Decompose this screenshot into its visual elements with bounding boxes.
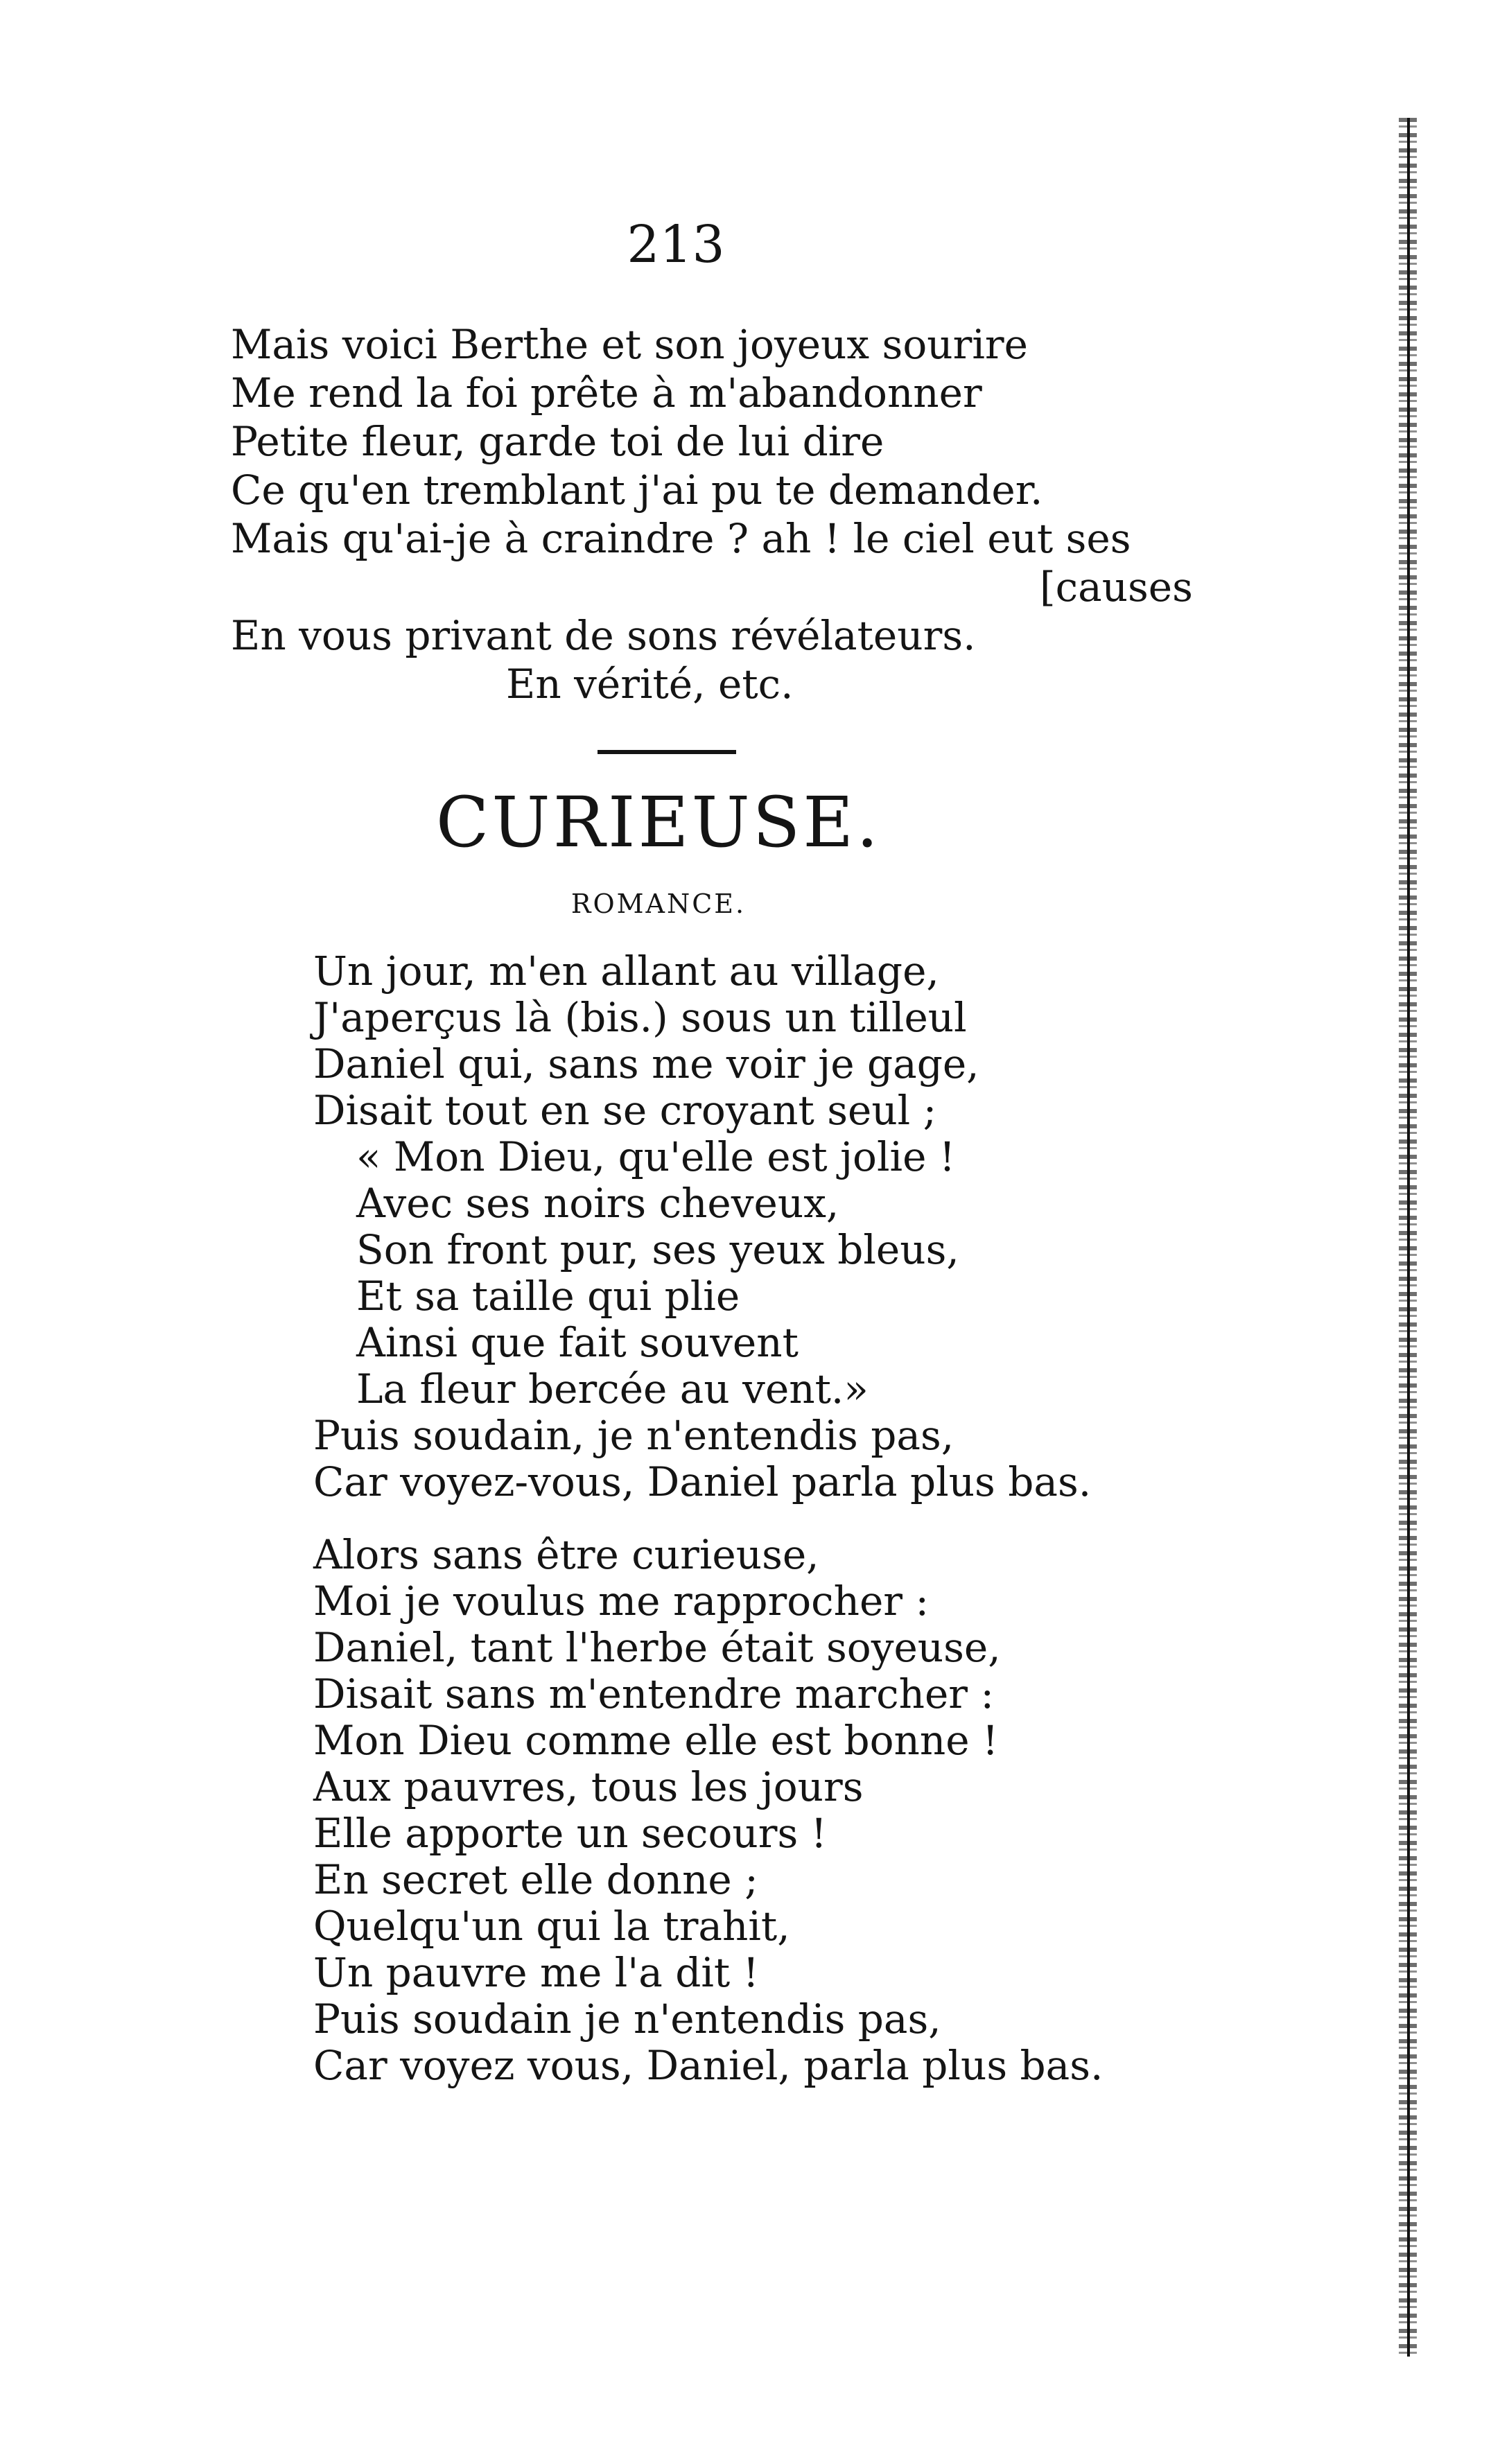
song-title: CURIEUSE. [435,782,882,863]
verse-line: La fleur bercée au vent.» [356,1365,869,1413]
verse-line: Petite fleur, garde toi de lui dire [231,418,884,465]
verse-line-wrap: [causes [1040,563,1193,611]
refrain-reference: En vérité, etc. [506,661,794,708]
verse-line: Mais voici Berthe et son joyeux sourire [231,321,1028,368]
verse-line: Mais qu'ai-je à craindre ? ah ! le ciel eut ses [231,515,1131,562]
verse-line: Un pauvre me l'a dit ! [313,1949,759,1996]
verse-line: J'aperçus là (bis.) sous un tilleul [313,994,967,1041]
verse-line: Elle apporte un secours ! [313,1810,827,1857]
verse-line: Quelqu'un qui la trahit, [313,1903,790,1950]
verse-line: Avec ses noirs cheveux, [356,1180,839,1227]
verse-line: « Mon Dieu, qu'elle est jolie ! [356,1133,956,1180]
verse-line: Puis soudain je n'entendis pas, [313,1995,941,2043]
verse-line: Car voyez vous, Daniel, parla plus bas. [313,2042,1104,2089]
page-number: 213 [627,215,725,274]
verse-line: Un jour, m'en allant au village, [313,947,939,995]
verse-line: Mon Dieu comme elle est bonne ! [313,1717,999,1764]
song-subtitle: ROMANCE. [570,889,747,919]
verse-two [313,1532,1103,2089]
verse-line: Disait tout en se croyant seul ; [313,1087,937,1134]
verse-line: Moi je voulus me rapprocher : [313,1578,930,1625]
verse-line: Ce qu'en tremblant j'ai pu te demander. [231,466,1043,514]
book-spine-line [1407,118,1410,2357]
verse-line: Disait sans m'entendre marcher : [313,1670,994,1718]
verse-line: Daniel, tant l'herbe était soyeuse, [313,1624,1001,1671]
verse-line: Alors sans être curieuse, [313,1531,819,1578]
verse-one [313,948,1091,1505]
verse-line: Me rend la foi prête à m'abandonner [231,369,982,417]
verse-line: Aux pauvres, tous les jours [313,1763,864,1810]
verse-line: En secret elle donne ; [313,1856,758,1903]
verse-line: Ainsi que fait souvent [356,1319,799,1366]
verse-line: Puis soudain, je n'entendis pas, [313,1412,954,1459]
previous-song-stanza [231,320,1131,563]
verse-line: Et sa taille qui plie [356,1273,740,1320]
verse-line: En vous privant de sons révélateurs. [231,612,976,659]
section-divider [598,750,736,754]
verse-line: Son front pur, ses yeux bleus, [356,1226,959,1273]
verse-line: Daniel qui, sans me voir je gage, [313,1040,979,1087]
verse-line: Car voyez-vous, Daniel parla plus bas. [313,1458,1092,1505]
